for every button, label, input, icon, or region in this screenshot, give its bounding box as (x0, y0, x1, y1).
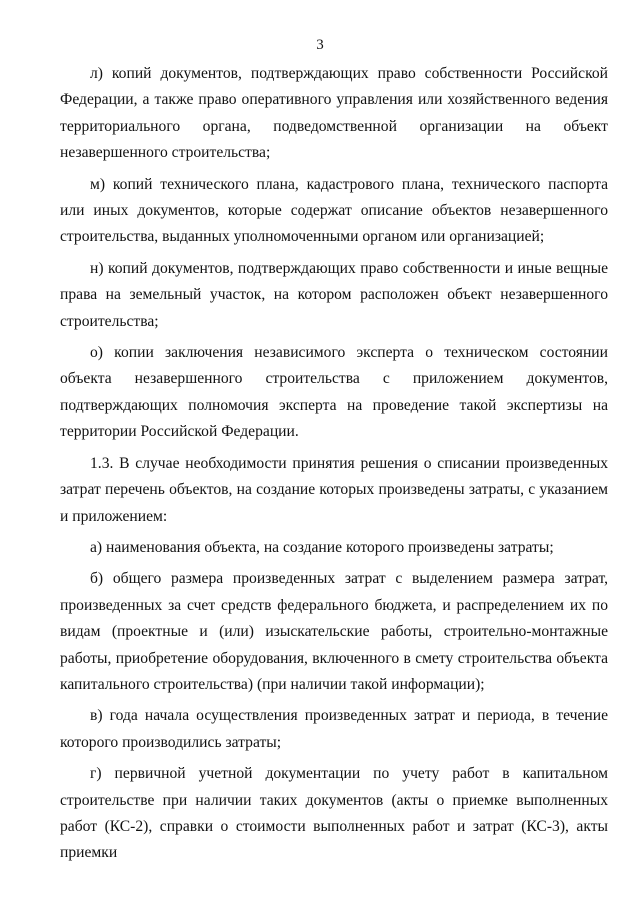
paragraph-item-a: а) наименования объекта, на создание которого произведены затраты; (90, 538, 554, 556)
paragraph-item-m: м) копий технического плана, кадастрового плана, технического паспорта или иных документов, которые содержат описание объектов незавершенного строительства, выданных уполномоченными органом или организацией; (60, 175, 608, 246)
paragraph-item-n: н) копий документов, подтверждающих право собственности и иные вещные права на земельный участок, на котором расположен объект незавершенного строительства; (60, 259, 608, 330)
paragraph-item-b: б) общего размера произведенных затрат с выделением размера затрат, произведенных за счет средств федерального бюджета, и распределением их по видам (проектные и (или) изыскательские работы, строительно-монтажные работы, приобретение оборудования, включенного в смету строительства объекта капитального строительства) (при наличии такой информации); (60, 570, 608, 693)
paragraph-section-1-3: 1.3. В случае необходимости принятия решения о списании произведенных затрат перечень объектов, на создание которых произведены затраты, с указанием и приложением: (60, 454, 608, 525)
paragraph-item-l: л) копий документов, подтверждающих право собственности Российской Федерации, а также право оперативного управления или хозяйственного ведения территориального органа, подведомственной организации на объект незавершенного строительства; (60, 65, 608, 162)
document-body (60, 61, 608, 867)
paragraph-item-v: в) года начала осуществления произведенных затрат и периода, в течение которого производились затраты; (60, 707, 608, 751)
page-number: 3 (316, 37, 324, 53)
paragraph-item-o: о) копии заключения независимого эксперта о техническом состоянии объекта незавершенного строительства с приложением документов, подтверждающих полномочия эксперта на проведение такой экспертизы на территории Российской Федерации. (60, 344, 608, 441)
paragraph-item-g: г) первичной учетной документации по учету работ в капитальном строительстве при наличии таких документов (акты о приемке выполненных работ (КС-2), справки о стоимости выполненных работ и затрат (КС-3), акты приемки (60, 765, 608, 862)
